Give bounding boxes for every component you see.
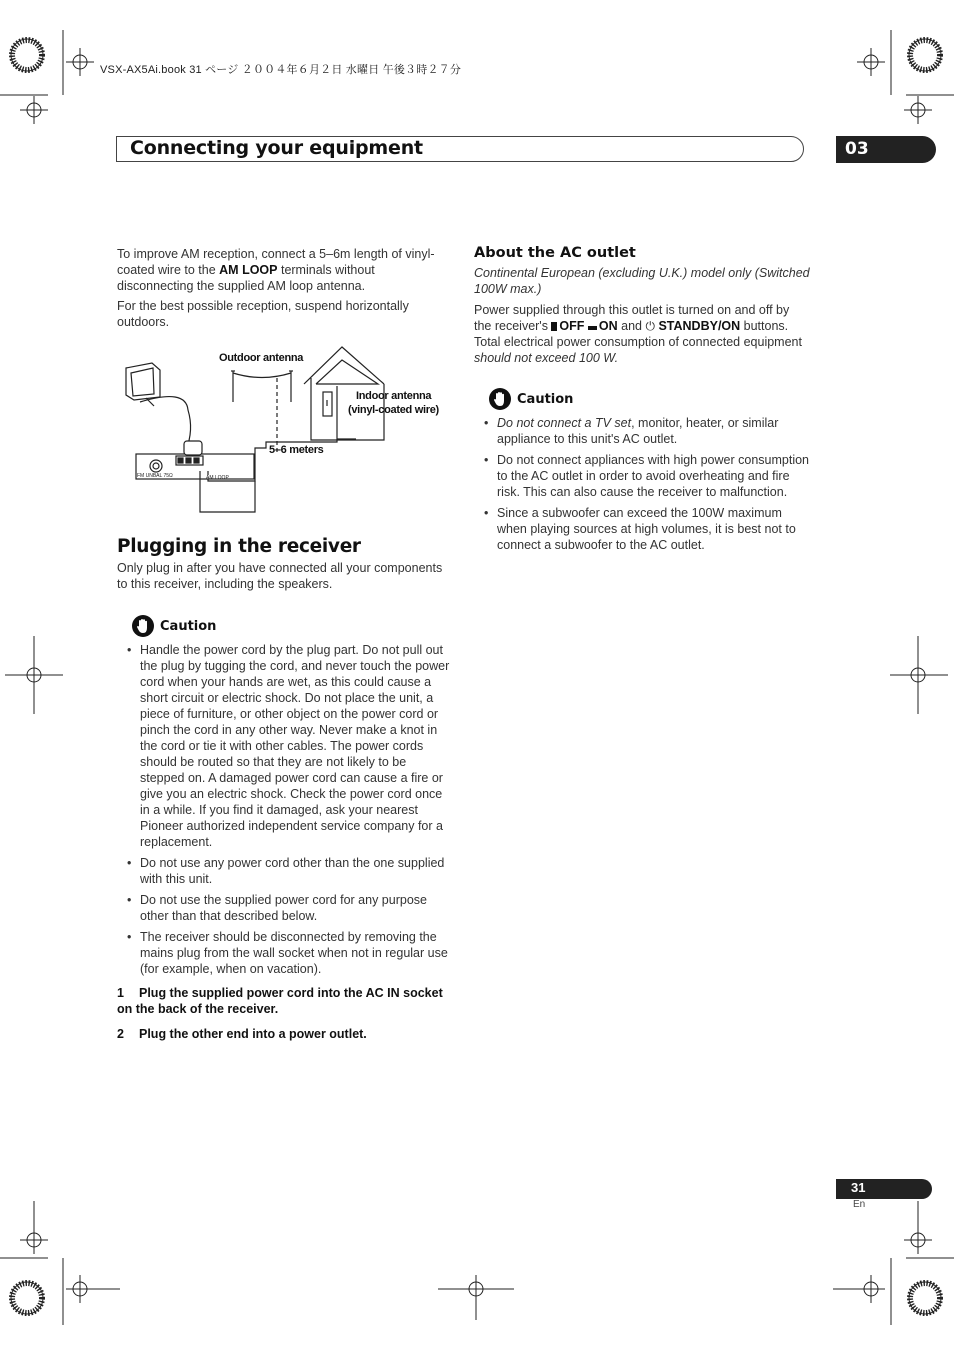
indoor-antenna-label: Indoor antenna [356,390,432,402]
step-2 [117,1026,453,1042]
am-intro-paragraph [117,246,453,294]
step-number: 2 [117,1027,124,1041]
page-language: En [853,1199,866,1210]
caution-hand-icon [489,388,511,410]
standby-button-term: STANDBY/ON [658,319,741,333]
ac-outlet-paragraph [474,302,810,366]
ac-text-c: should not exceed 100 W. [474,351,619,365]
am-terminal-label: AM LOOP [206,475,229,481]
caution-tv-text: , monitor, heater, or similar appliance to this unit's AC outlet. [497,416,779,446]
outdoor-antenna-icon [231,371,293,452]
step-number: 1 [117,986,124,1000]
indoor-antenna-sublabel: (vinyl-coated wire) [348,404,439,416]
fm-terminal-label: FM UNBAL 75Ω [137,473,173,479]
caution-header-left [132,615,216,637]
corner-target-top-right [909,39,941,71]
ac-text-a: Power supplied through this outlet is turned on and off by the receiver's [474,303,790,333]
caution-list-right [474,415,810,558]
caution-header-right [489,388,573,410]
ac-text-and: and [617,319,646,333]
step-text: Plug the supplied power cord into the AC IN socket on the back of the receiver. [117,986,443,1016]
am-loop-term: AM LOOP [219,263,278,277]
caution-item: • Do not use the supplied power cord for any purpose other than that described below. [117,892,453,924]
caution-hand-icon [132,615,154,637]
plugging-heading: Plugging in the receiver [117,536,361,557]
outdoor-antenna-label: Outdoor antenna [219,352,304,364]
plugging-intro: Only plug in after you have connected all your components to this receiver, including the speakers. [117,561,443,591]
caution-list-left [117,642,453,982]
on-icon [588,326,597,330]
ac-model-note: Continental European (excluding U.K.) model only (Switched 100W max.) [474,266,810,296]
caution-label: Caution [160,618,217,634]
corner-target-bottom-left [11,1282,43,1314]
step-1 [117,985,453,1017]
intro-text-a: To improve AM reception, connect a 5–6m length of vinyl-coated wire to the [117,247,435,277]
power-icon: ⏻ [645,319,655,333]
length-label: 5–6 meters [269,444,324,456]
corner-target-top-left [11,39,43,71]
off-icon [551,322,557,331]
caution-item: • Do not connect appliances with high power consumption to the AC outlet in order to avoid overheating and fire risk. This can also cause the receiver to malfunction. [474,452,810,500]
caution-tv-emphasis: Do not connect a TV set [497,416,632,430]
step-text: Plug the other end into a power outlet. [139,1027,367,1041]
caution-item: • Do not use any power cord other than the one supplied with this unit. [117,855,453,887]
off-button-term: OFF [559,319,585,333]
chapter-number: 03 [845,139,869,159]
print-slug: VSX-AX5Ai.book 31 ページ ２００４年６月２日 水曜日 午後３時２７分 [100,64,462,76]
diagram-cable [200,481,255,512]
caution-label: Caution [517,391,574,407]
section-title: Connecting your equipment [130,137,423,159]
intro-text-c: terminals without disconnecting the supplied AM loop antenna. [117,263,375,293]
suspend-paragraph: For the best possible reception, suspend horizontally outdoors. [117,299,409,329]
page-number: 31 [851,1180,866,1195]
caution-item [474,415,810,447]
caution-item: • The receiver should be disconnected by removing the mains plug from the wall socket when not in regular use (for example, when on vacation). [117,929,453,977]
caution-item: • Since a subwoofer can exceed the 100W maximum when playing sources at high volumes, it is best not to connect a subwoofer to the AC outlet. [474,505,810,553]
am-intro [117,246,453,330]
ac-text-b: buttons. Total electrical power consumption of connected equipment [474,319,802,349]
ac-outlet-heading: About the AC outlet [474,245,636,261]
on-button-term: ON [598,319,618,333]
corner-target-bottom-right [909,1282,941,1314]
caution-item: • Handle the power cord by the plug part. Do not pull out the plug by tugging the cord, and never touch the power cord when your hands are wet, as this could cause a short circuit or electric shock. Do not place the unit, a piece of furniture, or other object on the power cord or pinch the cord in any other way. Never make a knot in the cord or tie it with other cables. The power cords should be routed so that they are not likely to be stepped on. A damaged power cord can cause a fire or give you an electric shock. Check the power cord once in a while. If you find it damaged, ask your nearest Pioneer authorized independent service company for a replacement. [117,642,453,850]
antenna-diagram [116,340,456,520]
